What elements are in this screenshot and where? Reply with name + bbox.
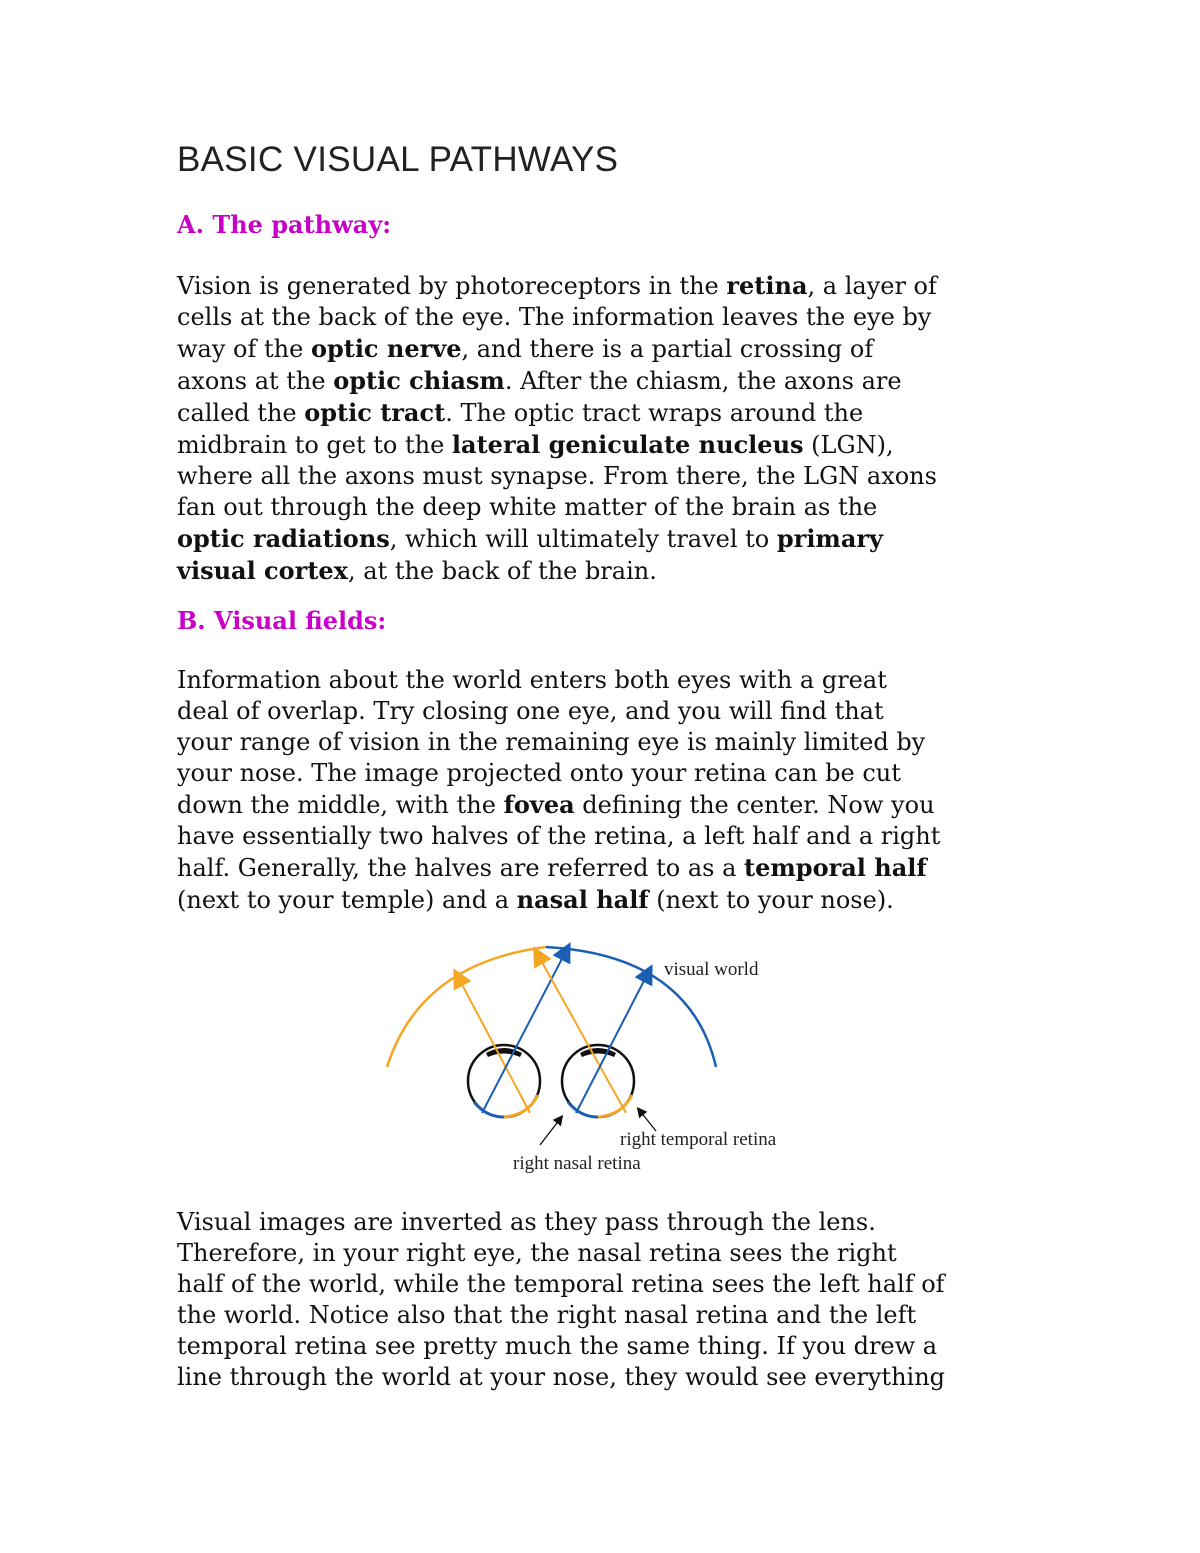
text-run: your range of vision in the remaining eye is mainly limited by bbox=[177, 728, 926, 756]
text-run: down the middle, with the bbox=[177, 791, 504, 819]
text-line bbox=[177, 1331, 1057, 1362]
text-line bbox=[177, 852, 1057, 884]
text-run: half of the world, while the temporal retina sees the left half of bbox=[177, 1270, 945, 1298]
text-run: your nose. The image projected onto your retina can be cut bbox=[177, 759, 901, 787]
text-line bbox=[177, 492, 1057, 523]
text-run: line through the world at your nose, they would see everything bbox=[177, 1363, 946, 1391]
text-run: where all the axons must synapse. From there, the LGN axons bbox=[177, 462, 937, 490]
nasal-pointer-arrow bbox=[540, 1119, 560, 1145]
text-run: the world. Notice also that the right nasal retina and the left bbox=[177, 1301, 917, 1329]
label-visual-world: visual world bbox=[664, 959, 759, 980]
visual-field-diagram bbox=[370, 935, 830, 1185]
temporal-pointer-arrow bbox=[640, 1111, 656, 1131]
text-line bbox=[177, 696, 1057, 727]
text-line bbox=[177, 665, 1057, 696]
text-run: have essentially two halves of the retina, a left half and a right bbox=[177, 822, 941, 850]
text-run: Information about the world enters both eyes with a great bbox=[177, 666, 887, 694]
bold-term: visual cortex bbox=[177, 556, 348, 585]
text-run: . After the chiasm, the axons are bbox=[504, 367, 902, 395]
section-a-paragraph bbox=[177, 270, 1057, 587]
text-run: Vision is generated by photoreceptors in the bbox=[177, 272, 727, 300]
text-run: , which will ultimately travel to bbox=[389, 525, 777, 553]
text-line bbox=[177, 302, 1057, 333]
text-line bbox=[177, 1362, 1057, 1393]
text-line bbox=[177, 397, 1057, 429]
text-run: axons at the bbox=[177, 367, 334, 395]
text-line bbox=[177, 461, 1057, 492]
text-run: temporal retina see pretty much the same thing. If you drew a bbox=[177, 1332, 938, 1360]
text-line bbox=[177, 270, 1057, 302]
text-run: , a layer of bbox=[807, 272, 937, 300]
text-run: (next to your nose). bbox=[648, 886, 894, 914]
text-line bbox=[177, 727, 1057, 758]
text-line bbox=[177, 821, 1057, 852]
text-line bbox=[177, 523, 1057, 555]
page-title: BASIC VISUAL PATHWAYS bbox=[177, 140, 619, 179]
text-run: Therefore, in your right eye, the nasal retina sees the right bbox=[177, 1239, 897, 1267]
section-b-paragraph bbox=[177, 665, 1057, 916]
text-run: (LGN), bbox=[803, 431, 894, 459]
bold-term: retina bbox=[726, 271, 808, 300]
section-a-heading: A. The pathway: bbox=[177, 210, 392, 239]
text-line bbox=[177, 365, 1057, 397]
text-run: half. Generally, the halves are referred to as a bbox=[177, 854, 745, 882]
label-right-temporal-retina: right temporal retina bbox=[620, 1129, 777, 1150]
text-run: called the bbox=[177, 399, 305, 427]
bold-term: optic nerve bbox=[310, 334, 462, 363]
text-line bbox=[177, 1207, 1057, 1238]
text-line bbox=[177, 1269, 1057, 1300]
bold-term: lateral geniculate nucleus bbox=[451, 430, 804, 459]
bold-term: optic chiasm bbox=[333, 366, 505, 395]
text-line bbox=[177, 1300, 1057, 1331]
text-run: defining the center. Now you bbox=[574, 791, 935, 819]
text-line bbox=[177, 789, 1057, 821]
text-run: , at the back of the brain. bbox=[347, 557, 657, 585]
text-run: (next to your temple) and a bbox=[177, 886, 517, 914]
text-line bbox=[177, 429, 1057, 461]
bold-term: nasal half bbox=[516, 885, 649, 914]
label-right-nasal-retina: right nasal retina bbox=[513, 1153, 641, 1174]
text-run: way of the bbox=[177, 335, 311, 363]
text-line bbox=[177, 884, 1057, 916]
text-line bbox=[177, 555, 1057, 587]
text-run: . The optic tract wraps around the bbox=[445, 399, 864, 427]
bold-term: primary bbox=[776, 524, 883, 553]
text-run: fan out through the deep white matter of the brain as the bbox=[177, 493, 878, 521]
text-run: , and there is a partial crossing of bbox=[461, 335, 874, 363]
visual-field-svg bbox=[370, 935, 830, 1185]
text-run: Visual images are inverted as they pass through the lens. bbox=[177, 1208, 876, 1236]
section-c-paragraph bbox=[177, 1207, 1057, 1393]
bold-term: optic radiations bbox=[177, 524, 390, 553]
text-line bbox=[177, 333, 1057, 365]
bold-term: temporal half bbox=[744, 853, 927, 882]
text-run: midbrain to get to the bbox=[177, 431, 452, 459]
text-run: cells at the back of the eye. The information leaves the eye by bbox=[177, 303, 932, 331]
text-run: deal of overlap. Try closing one eye, and you will find that bbox=[177, 697, 884, 725]
section-b-heading: B. Visual fields: bbox=[177, 606, 387, 635]
bold-term: optic tract bbox=[304, 398, 446, 427]
bold-term: fovea bbox=[503, 790, 575, 819]
text-line bbox=[177, 1238, 1057, 1269]
text-line bbox=[177, 758, 1057, 789]
